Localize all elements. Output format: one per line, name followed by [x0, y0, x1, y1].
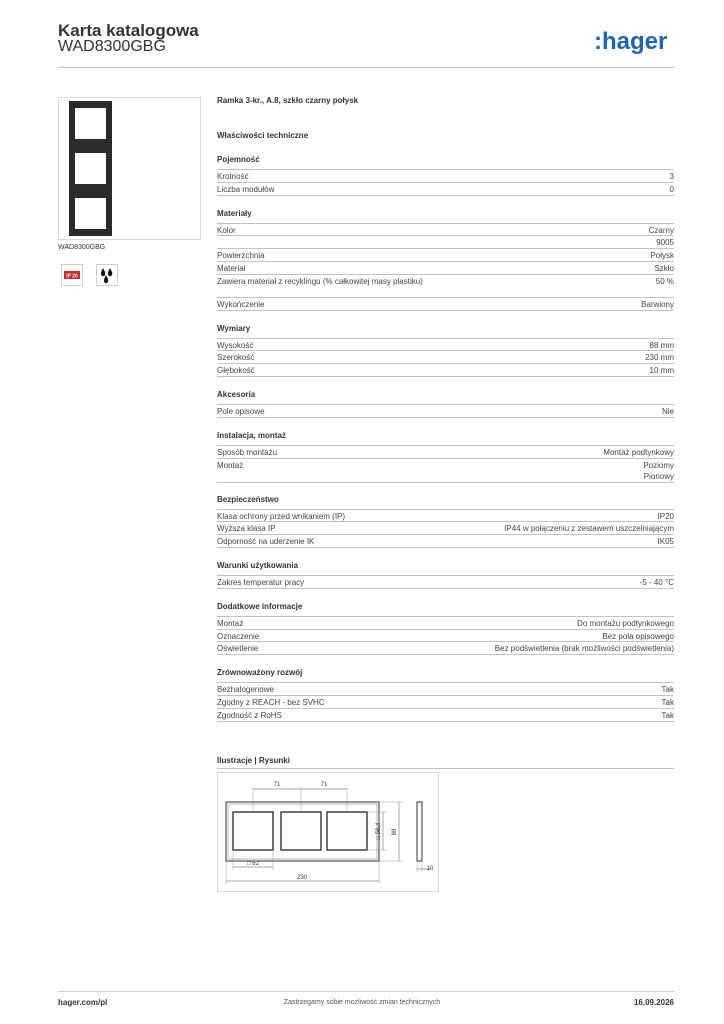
tech-properties-heading: Właściwości techniczne: [217, 131, 309, 140]
spec-value: Czarny: [648, 225, 674, 235]
spec-value: 10 mm: [649, 366, 674, 376]
spec-row: [217, 169, 674, 182]
spec-row: [217, 509, 674, 522]
spec-row: [217, 350, 674, 363]
spec-value: 3: [669, 172, 674, 181]
section-title: Materiały: [217, 208, 252, 218]
footer-divider: [58, 991, 674, 992]
spec-value: 50 %: [655, 276, 674, 286]
spec-value: Połysk: [650, 251, 674, 261]
product-code-title: WAD8300GBG: [58, 38, 166, 55]
footer-site-link[interactable]: hager.com/pl: [58, 998, 108, 1007]
section-title: Warunki użytkowania: [217, 561, 299, 570]
spec-value: 0: [669, 184, 674, 194]
spec-label: Zgodność z RoHS: [217, 710, 282, 720]
spec-value: Barwiony: [641, 299, 674, 309]
spec-row: [217, 445, 674, 458]
spec-row: [217, 708, 674, 722]
spec-row: [217, 458, 674, 483]
spec-label: Klasa ochrony przed wnikaniem (IP): [217, 511, 346, 521]
spec-row: [217, 274, 674, 287]
svg-text:88: 88: [392, 828, 398, 836]
spec-row: [217, 575, 674, 589]
footer-date: 16.09.2026: [633, 998, 674, 1007]
product-image: [58, 97, 201, 240]
spec-row: [217, 616, 674, 629]
spec-label: Oznaczenie: [217, 631, 260, 641]
spec-row: [217, 641, 674, 655]
illustrations-divider: [217, 768, 674, 769]
spec-row: [217, 297, 674, 311]
spec-label: Zawiera materiał z recyklingu (% całkowitej masy plastiku): [217, 276, 423, 286]
spec-value: IK05: [657, 537, 674, 547]
spec-label: Krotność: [217, 172, 249, 181]
water-drops-icon: [96, 264, 118, 286]
spec-value: IP44 w połączeniu z zestawem uszczelniającym: [504, 524, 674, 534]
spec-row: [217, 223, 674, 236]
svg-text:□ 62: □ 62: [247, 861, 259, 867]
spec-row: [217, 682, 674, 695]
section-title: Wymiary: [217, 323, 251, 333]
svg-text::hager: :hager: [594, 28, 668, 55]
spec-label: Montaż: [217, 460, 244, 470]
spec-label: Bezhalogenowe: [217, 685, 274, 695]
spec-label: Wysokość: [217, 340, 254, 350]
spec-label: Głębokość: [217, 366, 255, 376]
dimension-drawing: [217, 772, 439, 892]
spec-value: IP20: [657, 511, 674, 521]
spec-value: Bez podświetlenia (brak możliwości podświetlenia): [494, 644, 674, 654]
spec-row: [217, 363, 674, 377]
spec-label: Kolor: [217, 225, 236, 235]
section-title: Pojemność: [217, 155, 260, 164]
spec-label: Odporność na uderzenie IK: [217, 537, 315, 547]
spec-row: [217, 534, 674, 548]
footer-note: Zastrzegamy sobie możliwość zmian technicznych: [283, 999, 441, 1006]
spec-label: Zgodny z REACH - bez SVHC: [217, 698, 325, 707]
section-title: Instalacja, montaż: [217, 430, 286, 440]
spec-value: 9005: [656, 238, 674, 248]
spec-value: Tak: [661, 698, 674, 707]
spec-label: Sposób montażu: [217, 447, 278, 457]
svg-text:10: 10: [426, 866, 434, 872]
header-divider: [58, 67, 674, 68]
section-title: Akcesoria: [217, 390, 256, 399]
frame-3gang-illustration: [59, 98, 200, 239]
spec-label: Szerokość: [217, 353, 255, 363]
spec-label: Oświetlenie: [217, 644, 259, 654]
image-caption-code: WAD8300GBG: [58, 244, 106, 251]
svg-text:230: 230: [296, 875, 308, 881]
spec-value: Do montażu podtynkowego: [577, 618, 674, 628]
spec-label: Pole opisowe: [217, 407, 265, 416]
spec-label: Liczba modułów: [217, 184, 275, 194]
spec-label: Zakres temperatur pracy: [217, 578, 305, 587]
section-title: Zrównoważony rozwój: [217, 668, 303, 678]
spec-value: Montaż podtynkowy: [603, 447, 674, 457]
spec-row: [217, 261, 674, 274]
spec-row: [217, 695, 674, 708]
spec-value: -5 - 40 °C: [639, 578, 674, 587]
spec-label: Wyższa klasa IP: [217, 524, 276, 534]
svg-text:□ 56,4: □ 56,4: [376, 822, 382, 840]
spec-label: Montaż: [217, 618, 244, 628]
spec-label: Powierzchnia: [217, 251, 265, 261]
svg-text:71: 71: [320, 782, 328, 788]
illustrations-heading: Ilustracje | Rysunki: [217, 756, 290, 765]
spec-value: Bez pola opisowego: [602, 631, 674, 641]
product-name: Ramka 3-kr., A.8, szkło czarny połysk: [217, 96, 359, 105]
spec-row: [217, 248, 674, 261]
spec-value: 88 mm: [649, 340, 674, 350]
spec-label: Materiał: [217, 264, 246, 273]
spec-value: Nie: [661, 407, 674, 416]
section-title: Dodatkowe informacje: [217, 601, 303, 611]
spec-value: 230 mm: [645, 353, 674, 363]
spec-value: Szkło: [654, 264, 674, 273]
hager-logo: [594, 26, 674, 58]
spec-row: [217, 235, 674, 248]
ip20-icon: [61, 264, 83, 286]
svg-text:IP 20: IP 20: [66, 273, 78, 280]
spec-value: Tak: [661, 710, 674, 720]
page-title: Karta katalogowa: [58, 21, 199, 40]
spec-value: Poziomy Pionowy: [643, 460, 674, 481]
spec-row: [217, 338, 674, 351]
spec-label: Wykończenie: [217, 299, 265, 309]
svg-text:71: 71: [273, 782, 281, 788]
spec-row: [217, 182, 674, 196]
spec-row: [217, 521, 674, 534]
spec-row: [217, 629, 674, 642]
spec-row: [217, 404, 674, 418]
spec-value: Tak: [661, 685, 674, 695]
section-title: Bezpieczeństwo: [217, 494, 279, 504]
